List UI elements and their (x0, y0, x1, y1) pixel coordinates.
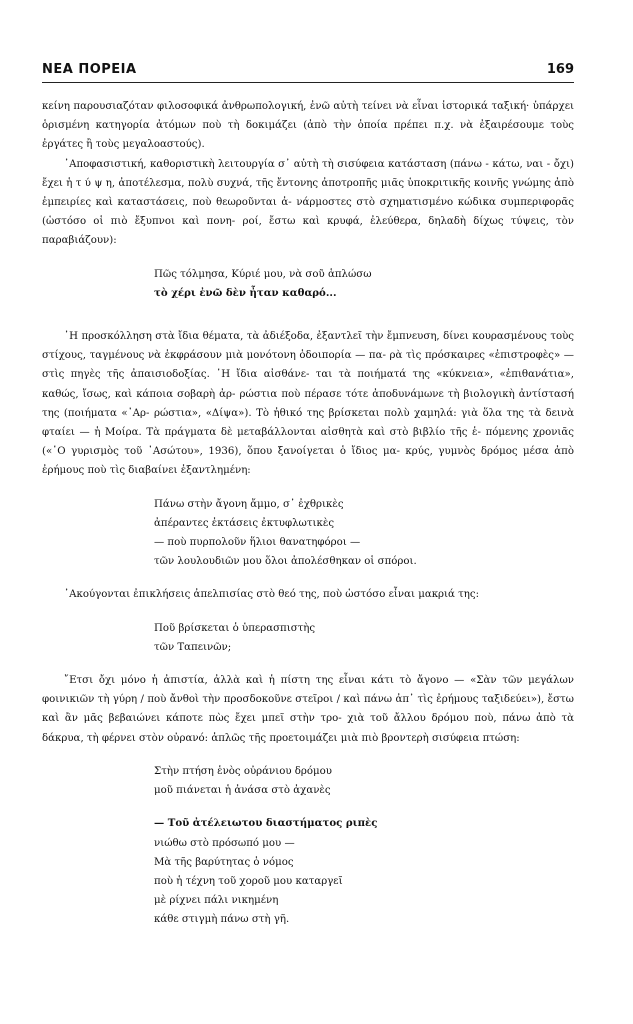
verse-quote-2 (154, 495, 574, 572)
text-line: κουρασμένους τοὺς στίχους, ταγμένους νὰ ἐκφράσουν μιὰ μονότονη ὁδοιπορία — πα- (42, 331, 574, 362)
verse-line: μὲ ρίχνει πάλι νικημένη (154, 895, 279, 907)
text-line: ροί, ἔστω καὶ κρυφά, ἐλεύθερα, δηλαδὴ δίχως τύψεις, τὸν παραβιάζουν): (42, 216, 574, 247)
text-line: ᾿Αποφασιστική, καθοριστικὴ λειτουργία σ᾿ αὐτὴ τὴ σισύφεια κατάσταση (πάνω - (64, 158, 489, 170)
text-line: χιὰ τοῦ ἄλλου δρόμου ποὺ, πάνω ἀπὸ τὰ δάκρυα, τὴ φέρνει στὸν οὐρανό: ἁπλῶς τῆς (42, 713, 575, 744)
verse-line: τῶν λουλουδιῶν μου ὅλοι ἀπολέσθηκαν οἱ σπόροι. (154, 556, 417, 568)
verse-line: Πῶς τόλμησα, Κύριέ μου, νὰ σοῦ ἁπλώσω (154, 268, 372, 280)
verse-line: — ποὺ πυρπολοῦν ἥλιοι θανατηφόροι — (154, 537, 361, 549)
article-body (42, 97, 574, 930)
text-line: τῶν μεγάλων φοινικιῶν τὴ γύρη / ποὺ ἄνθοὶ τὴν προσδοκοῦνε στεῖροι / καὶ πάνω ἀπ᾿ (42, 675, 574, 706)
text-line: ρώστια», «Δίψα»). Τὸ ἠθικό της βρίσκεται πολὺ χαμηλά: γιὰ ὅλα της τὰ δεινὰ (153, 407, 574, 419)
verse-line: νιώθω στὸ πρόσωπό μου — (154, 837, 295, 849)
paragraph-1 (42, 97, 574, 155)
text-line: ῎Ετσι ὄχι μόνο ἡ ἀπιστία, ἀλλὰ καὶ ἡ πίστη της εἶναι κάτι τὸ ἄγονο — «Σὰν (64, 675, 497, 687)
text-line: ταξική· ὑπάρχει ὁρισμένη κατηγορία ἀτόμων ποὺ τὴ δοκιμάζει (ἀπὸ τὴν ὁποία πρέπει (42, 101, 574, 132)
verse-quote-5 (154, 814, 574, 929)
text-line: φταίει — ἡ Μοίρα. Τὰ πράγματα δὲ μεταβάλλονται αἰσθητὰ καὶ στὸ βιβλίο τῆς ἑ- (42, 427, 481, 439)
verse-quote-4 (154, 762, 574, 800)
paragraph-3 (42, 327, 574, 481)
text-line: ρώστια ποὺ πέρασε τότε ἀποδυνάμωνε τὴ βιολογικὴ ἀντίστασή της (ποιήματα «᾿Αρ- (42, 388, 574, 419)
verse-line: Πάνω στὴν ἄγονη ἄμμο, σ᾿ ἐχθρικὲς (154, 498, 344, 510)
verse-line: τῶν Ταπεινῶν; (154, 641, 232, 653)
paragraph-5 (42, 671, 574, 748)
text-line: πόμενης χρονιᾶς («῾Ο γυρισμὸς τοῦ ᾿Ασώτου», 1936), ὅπου ξανοίγεται ὁ ἴδιος μα- (42, 427, 574, 458)
text-line: προετοιμάζει μιὰ πιὸ βροντερὴ σισύφεια πτώση: (269, 732, 520, 744)
text-line: νάρμοστες στὸ σχηματισμένο κώδικα συμπεριφορᾶς (ὡστόσο οἱ πιὸ ἔξυπνοι καὶ πονη- (42, 197, 574, 228)
text-line: ται τὰ ποιήματά της «κύκνεια», «ἐπιθανάτια», καθώς, ἴσως, καὶ κάποια σοβαρὴ ἀρ- (42, 369, 575, 400)
text-line: ρὰ τὶς πρόσκαιρες «ἐπιστροφὲς» — στὶς πηγὲς τῆς ἀπαισιοδοξίας. ῾Η ἴδια αἰσθάνε- (42, 350, 574, 381)
text-line: ᾿Ακούγονται ἐπικλήσεις ἀπελπισίας στὸ θεό της, ποὺ ὡστόσο εἶναι μακριά της: (64, 589, 480, 601)
paragraph-2 (42, 155, 574, 251)
journal-title: ΝΕΑ ΠΟΡΕΙΑ (42, 62, 137, 77)
running-header (42, 60, 574, 83)
verse-line: τὸ χέρι ἐνῶ δὲν ἦταν καθαρό... (154, 286, 337, 299)
paragraph-4 (42, 585, 574, 604)
text-line: κάτω, ναι - ὄχι) ἔχει ἡ τ ύ ψ η, ἀποτέλεσμα, πολὺ συχνά, τῆς ἔντονης ἀποτροπῆς (42, 158, 574, 189)
verse-line: — Τοῦ ἀτέλειωτου διαστήματος ριπὲς (154, 817, 378, 830)
verse-line: ἀπέραντες ἐκτάσεις ἐκτυφλωτικὲς (154, 517, 335, 529)
verse-line: Ποῦ βρίσκεται ὁ ὑπερασπιστὴς (154, 622, 316, 634)
verse-quote-3 (154, 619, 574, 657)
verse-line: μοῦ πιάνεται ἡ ἀνάσα στὸ ἀχανὲς (154, 785, 331, 797)
text-line: τὶς ἐρήμους ταξιδεύει»), ἔστω καὶ ἂν μᾶς βεβαιώνει κάποτε πὼς ἔχει μπεῖ στὴν τρο- (42, 694, 574, 725)
text-line: π.χ. νὰ ἐξαιρέσουμε τοὺς ἐργάτες ἢ τοὺς μεγαλοαστούς). (42, 120, 574, 151)
text-line: μιᾶς ὑποκριτικῆς κοινῆς γνώμης ἀπὸ ἐμπειρίες καὶ καταστάσεις, ποὺ θεωροῦνται ἀ- (42, 177, 574, 209)
page-number: 169 (546, 62, 574, 77)
text-line: ῾Η προσκόλληση στὰ ἴδια θέματα, τὰ ἀδιέξοδα, ἐξαντλεῖ τὴν ἔμπνευση, δίνει (64, 331, 469, 343)
verse-line: κάθε στιγμὴ πάνω στὴ γῆ. (154, 914, 290, 926)
text-line: κείνη παρουσιαζόταν φιλοσοφικά ἀνθρωπολογική, ἐνῶ αὐτὴ τείνει νὰ εἶναι ἱστορικά (42, 101, 488, 112)
verse-line: ποὺ ἡ τέχνη τοῦ χοροῦ μου καταργεῖ (154, 875, 343, 887)
verse-line: Μὰ τῆς βαρύτητας ὁ νόμος (154, 856, 294, 868)
verse-quote-1 (154, 265, 574, 303)
verse-line: Στὴν πτήση ἑνὸς οὐράνιου δρόμου (154, 765, 332, 777)
text-line: κρύς, γυμνὸς δρόμος μέσα ἀπὸ ἐρήμους ποὺ τὶς διαβαίνει ἐξαντλημένη: (42, 446, 574, 477)
